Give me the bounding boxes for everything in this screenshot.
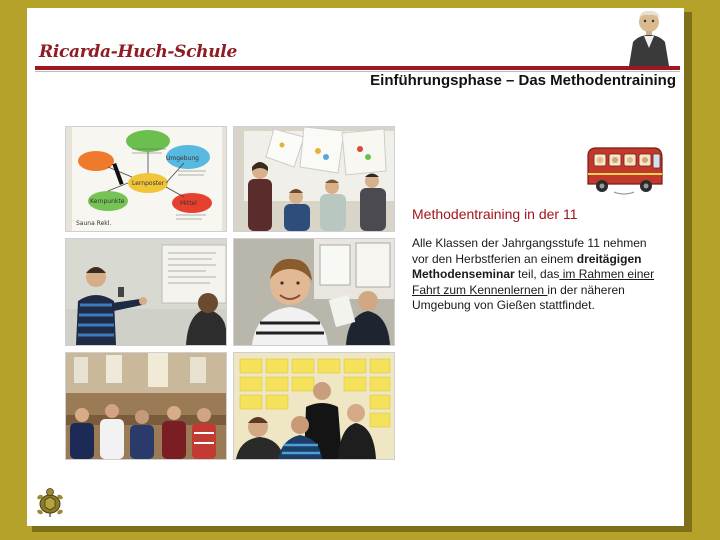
header-red-rule [35,66,680,70]
content-paragraph [412,236,662,314]
paragraph-bold-text: dreitägigen Methodenseminar [412,251,642,281]
mindmap-word: Lernposter [132,180,165,187]
portrait-icon [619,8,679,66]
turtle-icon [33,486,67,520]
section-title: Einführungsphase – Das Methodentraining [370,72,676,89]
photo-presenter [65,238,227,346]
photo-mindmap [65,126,227,232]
slide [27,8,684,526]
photo-group-posters [233,126,395,232]
content-title: Methodentraining in der 11 [412,206,578,222]
mindmap-word: Mittel [180,200,197,207]
photo-yellow-board [233,352,395,460]
paragraph-text-1: Alle Klassen der Jahrgangsstufe 11 nehmen vor den Herbstferien an einem [412,236,647,266]
mindmap-word: Kernpunkte [90,198,125,205]
photo-student-portrait [233,238,395,346]
bus-icon [584,142,664,198]
school-logo-text: Ricarda-Huch-Schule [39,42,237,62]
photo-group-tables [65,352,227,460]
paragraph-text-2: teil, das [514,267,560,281]
paragraph-text-3: in der näheren Umgebung von Gießen stattfindet. [412,282,625,312]
paragraph-underlined-text: im Rahmen einer Fahrt zum Kennenlernen [412,267,655,297]
mindmap-word: Sauna Rekl. [76,220,112,227]
mindmap-word: Umgebung [166,155,199,162]
